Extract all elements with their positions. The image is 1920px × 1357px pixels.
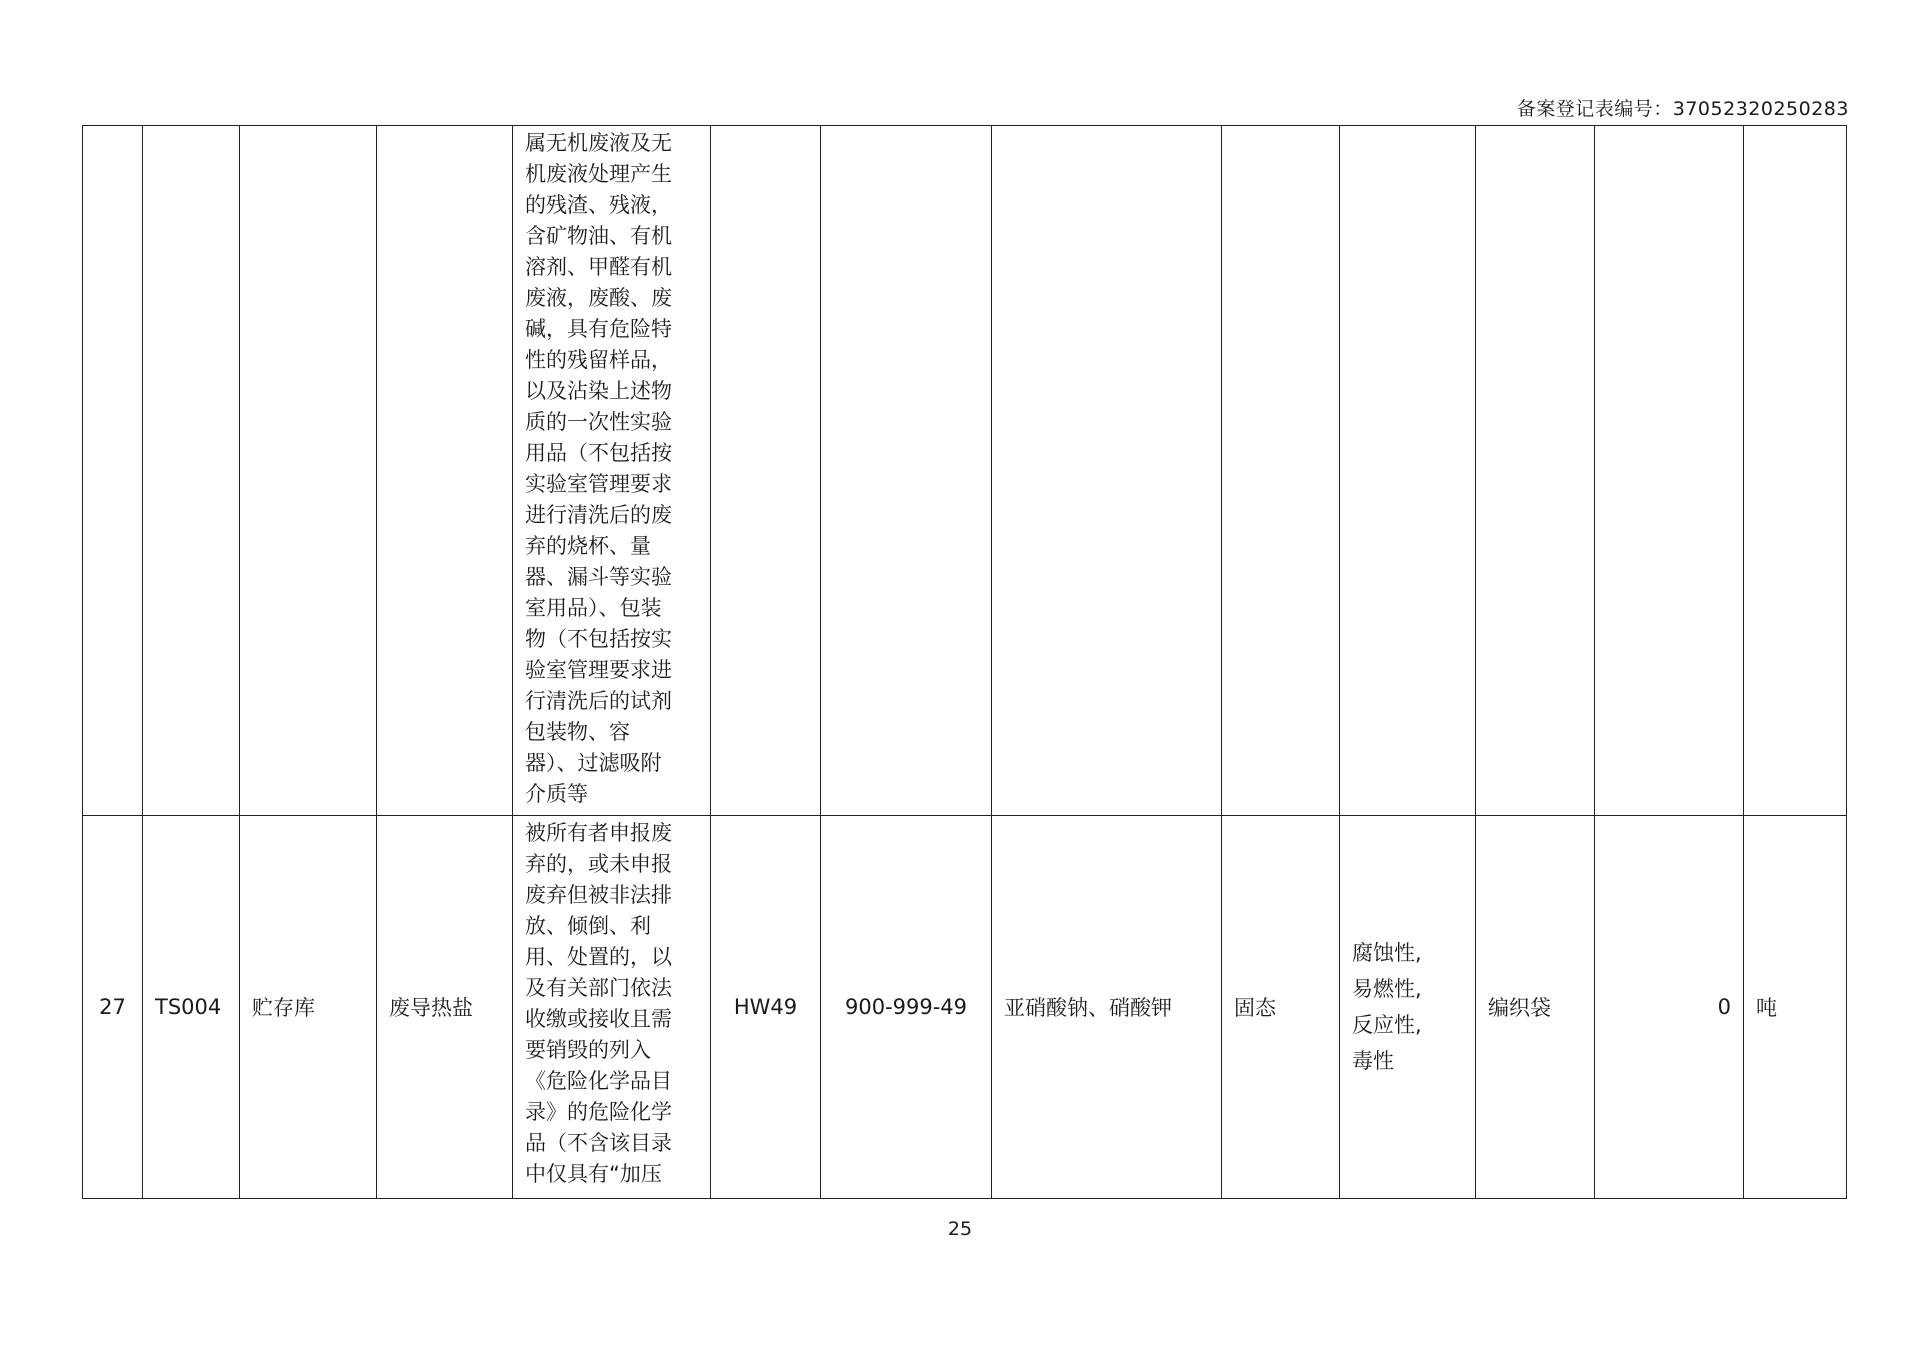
hazard-item: 反应性, xyxy=(1352,1013,1422,1037)
hazardous-waste-table xyxy=(82,125,1847,1199)
description-line: 溶剂、甲醛有机 xyxy=(525,255,672,279)
description-line: 品（不含该目录 xyxy=(525,1131,672,1155)
hazard-item: 腐蚀性, xyxy=(1352,941,1422,965)
seq-cell: 27 xyxy=(83,816,143,1199)
hazard-item: 毒性 xyxy=(1352,1049,1394,1073)
waste-name-cell: 废导热盐 xyxy=(377,816,513,1199)
components-cell xyxy=(992,126,1222,816)
description-line: 收缴或接收且需 xyxy=(525,1007,672,1031)
description-line: 弃的烧杯、量 xyxy=(525,534,651,558)
description-line: 含矿物油、有机 xyxy=(525,224,672,248)
unit-cell xyxy=(1744,126,1847,816)
packaging-cell xyxy=(1476,126,1595,816)
unit-cell: 吨 xyxy=(1744,816,1847,1199)
description-line: 弃的，或未申报 xyxy=(525,852,672,876)
facility-cell xyxy=(240,126,377,816)
description-line: 属无机废液及无 xyxy=(525,131,672,155)
table-row xyxy=(83,816,1847,1199)
category-cell: HW49 xyxy=(711,816,821,1199)
description-line: 废弃但被非法排 xyxy=(525,883,672,907)
description-line: 机废液处理产生 xyxy=(525,162,672,186)
description-cell xyxy=(513,126,711,816)
description-line: 实验室管理要求 xyxy=(525,472,672,496)
description-line: 器）、过滤吸附 xyxy=(525,751,662,775)
description-line: 碱，具有危险特 xyxy=(525,317,672,341)
description-line: 包装物、容 xyxy=(525,720,630,744)
description-line: 要销毁的列入 xyxy=(525,1038,651,1062)
seq-cell xyxy=(83,126,143,816)
waste-code-cell xyxy=(821,126,992,816)
description-line: 放、倾倒、利 xyxy=(525,914,651,938)
description-line: 以及沾染上述物 xyxy=(525,379,672,403)
hazard-cell xyxy=(1340,816,1476,1199)
description-cell xyxy=(513,816,711,1199)
quantity-cell: 0 xyxy=(1595,816,1744,1199)
registration-number: 备案登记表编号：37052320250283 xyxy=(1516,98,1849,120)
description-line: 介质等 xyxy=(525,782,588,806)
description-line: 《危险化学品目 xyxy=(525,1069,672,1093)
description-line: 废液，废酸、废 xyxy=(525,286,672,310)
description-line: 中仅具有“加压 xyxy=(525,1162,662,1186)
description-line: 室用品）、包装 xyxy=(525,596,662,620)
description-line: 质的一次性实验 xyxy=(525,410,672,434)
description-line: 的残渣、残液， xyxy=(525,193,672,217)
description-line: 用品（不包括按 xyxy=(525,441,672,465)
quantity-cell xyxy=(1595,126,1744,816)
hazard-item: 易燃性, xyxy=(1352,977,1422,1001)
description-line: 用、处置的，以 xyxy=(525,945,672,969)
description-line: 录》的危险化学 xyxy=(525,1100,672,1124)
code-cell xyxy=(143,126,240,816)
hazard-cell xyxy=(1340,126,1476,816)
description-line: 物（不包括按实 xyxy=(525,627,672,651)
category-cell xyxy=(711,126,821,816)
description-line: 进行清洗后的废 xyxy=(525,503,672,527)
description-line: 验室管理要求进 xyxy=(525,658,672,682)
form-cell xyxy=(1222,126,1340,816)
facility-cell: 贮存库 xyxy=(240,816,377,1199)
packaging-cell: 编织袋 xyxy=(1476,816,1595,1199)
description-line: 器、漏斗等实验 xyxy=(525,565,672,589)
components-cell: 亚硝酸钠、硝酸钾 xyxy=(992,816,1222,1199)
code-cell: TS004 xyxy=(143,816,240,1199)
page-number: 25 xyxy=(947,1218,973,1240)
form-cell: 固态 xyxy=(1222,816,1340,1199)
waste-code-cell: 900-999-49 xyxy=(821,816,992,1199)
description-line: 性的残留样品， xyxy=(525,348,672,372)
description-line: 及有关部门依法 xyxy=(525,976,672,1000)
description-line: 行清洗后的试剂 xyxy=(525,689,672,713)
table-row xyxy=(83,126,1847,816)
description-line: 被所有者申报废 xyxy=(525,821,672,845)
waste-name-cell xyxy=(377,126,513,816)
